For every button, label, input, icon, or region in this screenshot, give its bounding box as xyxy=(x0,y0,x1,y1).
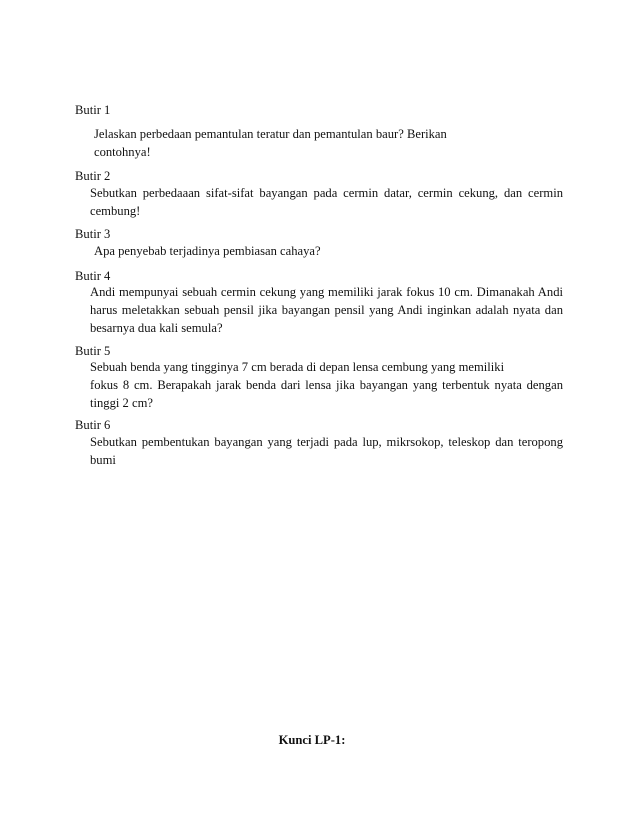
question-1-line-2: contohnya! xyxy=(94,145,151,159)
question-6-line-2: bumi xyxy=(90,453,116,467)
question-5-line-2: fokus 8 cm. Berapakah jarak benda dari lensa jika bayangan yang terbentuk nyata dengan xyxy=(90,378,563,392)
question-4-line-1: Andi mempunyai sebuah cermin cekung yang memiliki jarak fokus 10 cm. Dimanakah Andi xyxy=(90,285,563,299)
question-4-label: Butir 4 xyxy=(75,269,111,283)
question-2-text xyxy=(90,184,563,220)
question-2-line-1: Sebutkan perbedaaan sifat-sifat bayangan pada cermin datar, cermin cekung, dan cermin xyxy=(90,186,563,200)
question-2-label: Butir 2 xyxy=(75,169,111,183)
question-1-line-1: Jelaskan perbedaan pemantulan teratur dan pemantulan baur? Berikan xyxy=(94,127,447,141)
question-3-line-1: Apa penyebab terjadinya pembiasan cahaya? xyxy=(94,244,321,258)
question-3-text xyxy=(94,242,567,260)
question-6-text xyxy=(90,433,563,469)
question-2-line-2: cembung! xyxy=(90,204,141,218)
question-4-line-3: besarnya dua kali semula? xyxy=(90,321,223,335)
question-1-text xyxy=(94,125,567,161)
question-6-label: Butir 6 xyxy=(75,418,111,432)
question-1-label: Butir 1 xyxy=(75,103,111,117)
question-5-line-1: Sebuah benda yang tingginya 7 cm berada di depan lensa cembung yang memiliki xyxy=(90,360,505,374)
question-4-text xyxy=(90,283,563,337)
question-3-label: Butir 3 xyxy=(75,227,111,241)
question-4-line-2: harus meletakkan sebuah pensil jika bayangan pensil yang Andi inginkan adalah nyata dan xyxy=(90,303,563,317)
question-5-line-3: tinggi 2 cm? xyxy=(90,396,153,410)
answer-key-heading-text: Kunci LP-1: xyxy=(278,733,346,747)
question-6-line-1: Sebutkan pembentukan bayangan yang terjadi pada lup, mikrsokop, teleskop dan teropong xyxy=(90,435,563,449)
question-5-text xyxy=(90,358,563,412)
answer-key-heading xyxy=(0,731,638,749)
question-5-label: Butir 5 xyxy=(75,344,111,358)
